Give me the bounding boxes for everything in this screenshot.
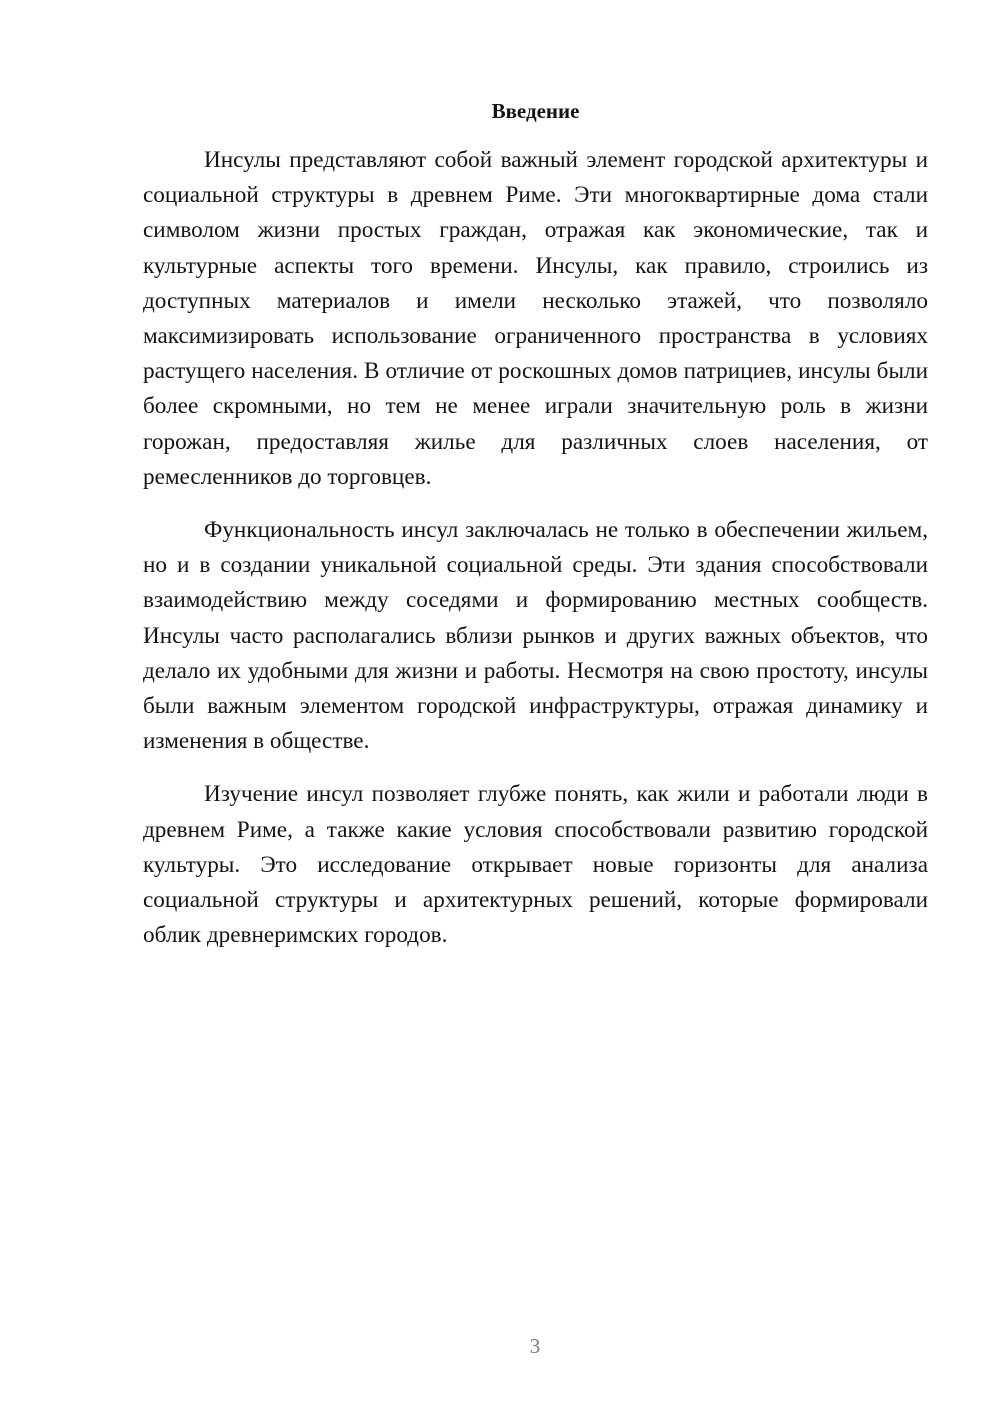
paragraph-1: Инсулы представляют собой важный элемент городской архитектуры и социальной структуры в древнем Риме. Эти многоквартирные дома стали символом жизни простых граждан, отражая как экономические, так и культурные аспекты того времени. Инсулы, как правило, строились из доступных материалов и имели несколько этажей, что позволяло максимизировать использование ограниченного пространства в условиях растущего населения. В отличие от роскошных домов патрициев, инсулы были более скромными, но тем не менее играли значительную роль в жизни горожан, предоставляя жилье для различных слоев населения, от ремесленников до торговцев. <box>143 147 928 490</box>
paragraph-2: Функциональность инсул заключалась не только в обеспечении жильем, но и в создании уникальной социальной среды. Эти здания способствовали взаимодействию между соседями и формированию местных сообществ. Инсулы часто располагались вблизи рынков и других важных объектов, что делало их удобными для жизни и работы. Несмотря на свою простоту, инсулы были важным элементом городской инфраструктуры, отражая динамику и изменения в обществе. <box>143 517 928 755</box>
paragraph-3: Изучение инсул позволяет глубже понять, как жили и работали люди в древнем Риме, а также какие условия способствовали развитию городской культуры. Это исследование открывает новые горизонты для анализа социальной структуры и архитектурных решений, которые формировали облик древнеримских городов. <box>143 781 928 949</box>
section-heading: Введение <box>491 99 580 123</box>
document-body <box>143 143 928 953</box>
page-number: 3 <box>529 1334 541 1358</box>
